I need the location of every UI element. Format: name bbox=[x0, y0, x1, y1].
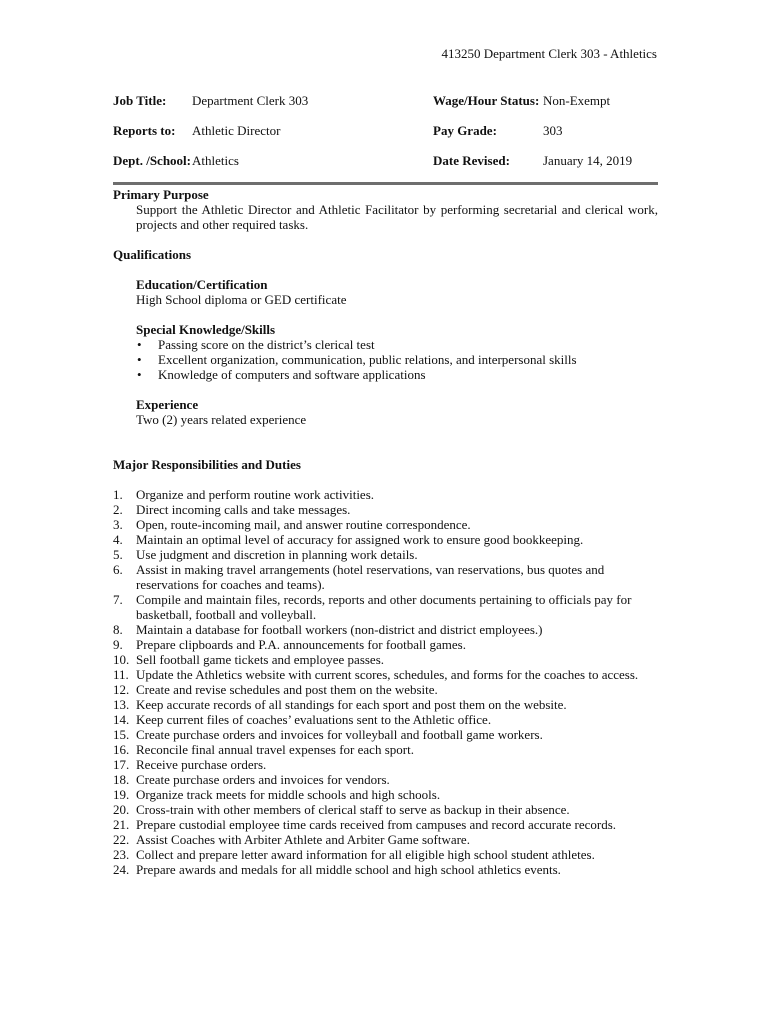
education-text: High School diploma or GED certificate bbox=[136, 292, 347, 307]
pay-grade-value: 303 bbox=[543, 123, 563, 138]
primary-purpose-text: Support the Athletic Director and Athletic Facilitator by performing secretarial and clerical work, projects and other required tasks. bbox=[136, 202, 658, 232]
list-item: 17. Receive purchase orders. bbox=[113, 757, 267, 772]
dept-school-value: Athletics bbox=[192, 153, 239, 168]
header-divider bbox=[113, 182, 658, 185]
list-item: 11. Update the Athletics website with current scores, schedules, and forms for the coaches to access. bbox=[113, 667, 639, 682]
meta-row-title bbox=[113, 93, 658, 123]
wage-status-label: Wage/Hour Status: bbox=[433, 93, 540, 108]
list-item: 5. Use judgment and discretion in planning work details. bbox=[113, 547, 418, 562]
primary-purpose-heading: Primary Purpose bbox=[113, 187, 209, 202]
list-item: • Knowledge of computers and software applications bbox=[158, 367, 658, 382]
list-item: 4. Maintain an optimal level of accuracy for assigned work to ensure good bookkeeping. bbox=[113, 532, 584, 547]
duties-heading: Major Responsibilities and Duties bbox=[113, 457, 301, 472]
date-revised-label: Date Revised: bbox=[433, 153, 510, 168]
list-item: 18. Create purchase orders and invoices for vendors. bbox=[113, 772, 390, 787]
list-item: 10. Sell football game tickets and employee passes. bbox=[113, 652, 385, 667]
list-item: 6. Assist in making travel arrangements (hotel reservations, van reservations, bus quotes and reservations for coaches and teams). bbox=[113, 562, 605, 592]
list-item: 1. Organize and perform routine work activities. bbox=[113, 487, 375, 502]
list-item: 24. Prepare awards and medals for all middle school and high school athletics events. bbox=[113, 862, 561, 877]
skills-heading: Special Knowledge/Skills bbox=[136, 322, 276, 337]
list-item: 22. Assist Coaches with Arbiter Athlete and Arbiter Game software. bbox=[113, 832, 470, 847]
meta-row-reports bbox=[113, 123, 658, 153]
skills-list bbox=[113, 337, 658, 382]
list-item: 19. Organize track meets for middle schools and high schools. bbox=[113, 787, 441, 802]
job-title-value: Department Clerk 303 bbox=[192, 93, 309, 108]
education-heading: Education/Certification bbox=[136, 277, 268, 292]
job-title-label: Job Title: bbox=[113, 93, 167, 108]
experience-heading: Experience bbox=[136, 397, 199, 412]
reports-to-value: Athletic Director bbox=[192, 123, 281, 138]
list-item: 3. Open, route-incoming mail, and answer routine correspondence. bbox=[113, 517, 471, 532]
list-item: • Excellent organization, communication, public relations, and interpersonal skills bbox=[158, 352, 658, 367]
date-revised-value: January 14, 2019 bbox=[543, 153, 633, 168]
list-item: 2. Direct incoming calls and take messages. bbox=[113, 502, 351, 517]
list-item: 7. Compile and maintain files, records, reports and other documents pertaining to officials pay for basketball, football and volleyball. bbox=[113, 592, 632, 622]
list-item: 9. Prepare clipboards and P.A. announcements for football games. bbox=[113, 637, 466, 652]
job-meta-table bbox=[113, 93, 658, 183]
list-item: 23. Collect and prepare letter award information for all eligible high school student athletes. bbox=[113, 847, 595, 862]
meta-row-dept bbox=[113, 153, 658, 183]
qualifications-heading: Qualifications bbox=[113, 247, 192, 262]
pay-grade-label: Pay Grade: bbox=[433, 123, 497, 138]
list-item: 21. Prepare custodial employee time cards received from campuses and record accurate records. bbox=[113, 817, 617, 832]
list-item: 16. Reconcile final annual travel expenses for each sport. bbox=[113, 742, 414, 757]
list-item: 13. Keep accurate records of all standings for each sport and post them on the website. bbox=[113, 697, 567, 712]
list-item: 14. Keep current files of coaches’ evaluations sent to the Athletic office. bbox=[113, 712, 492, 727]
list-item: • Passing score on the district’s clerical test bbox=[158, 337, 658, 352]
document-body bbox=[113, 187, 658, 877]
duties-list bbox=[113, 487, 658, 877]
experience-text: Two (2) years related experience bbox=[136, 412, 307, 427]
wage-status-value: Non-Exempt bbox=[543, 93, 611, 108]
list-item: 15. Create purchase orders and invoices for volleyball and football game workers. bbox=[113, 727, 543, 742]
list-item: 12. Create and revise schedules and post them on the website. bbox=[113, 682, 438, 697]
reports-to-label: Reports to: bbox=[113, 123, 176, 138]
document-header: 413250 Department Clerk 303 - Athletics bbox=[441, 46, 657, 61]
list-item: 8. Maintain a database for football workers (non-district and district employees.) bbox=[113, 622, 543, 637]
dept-school-label: Dept. /School: bbox=[113, 153, 191, 168]
list-item: 20. Cross-train with other members of clerical staff to serve as backup in their absence. bbox=[113, 802, 570, 817]
